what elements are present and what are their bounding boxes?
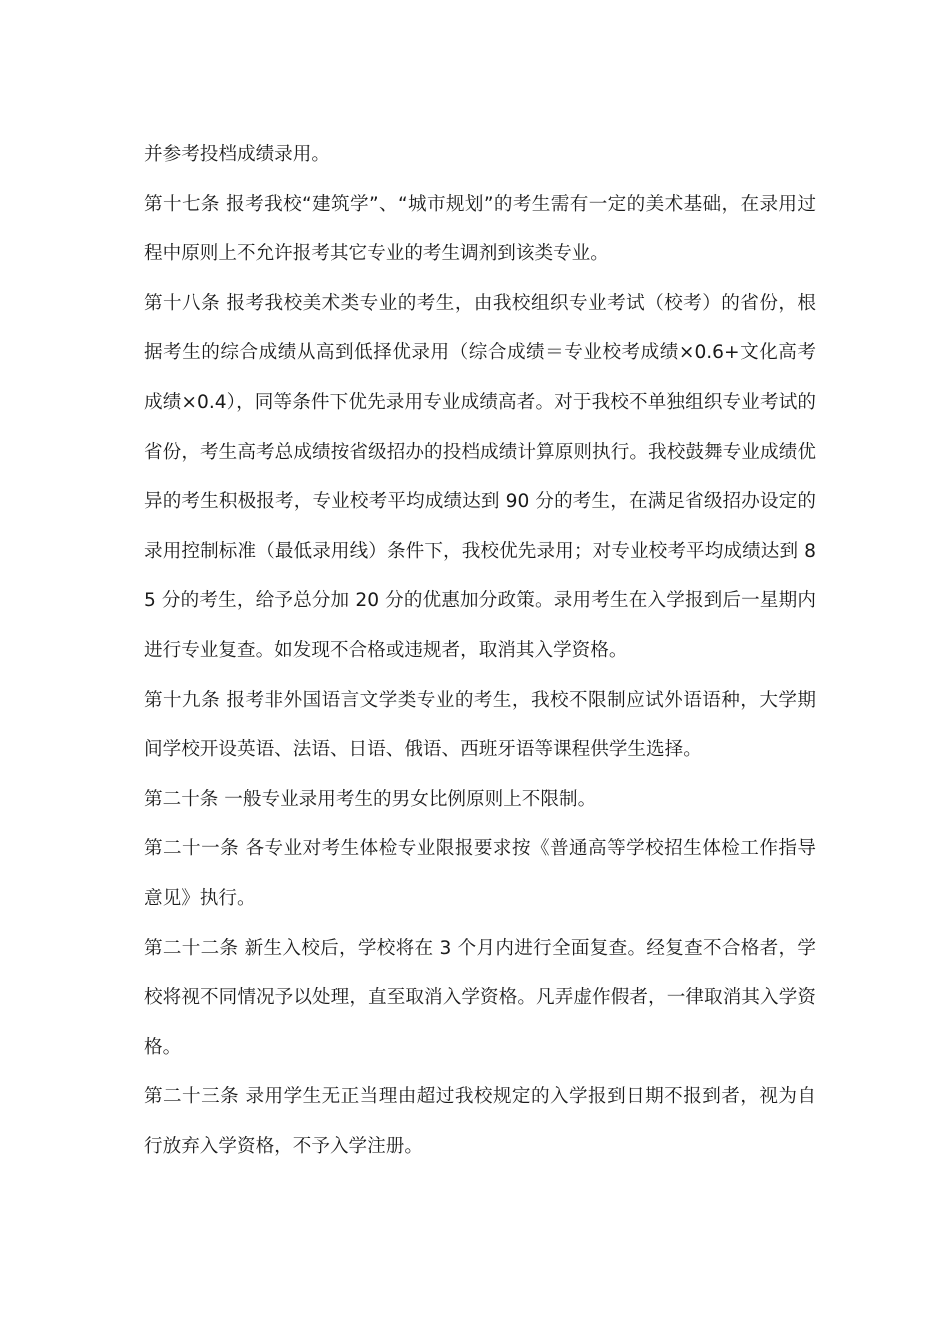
paragraph-article-20: 第二十条 一般专业录用考生的男女比例原则上不限制。 <box>144 788 597 810</box>
paragraph-article-22: 第二十二条 新生入校后，学校将在 3 个月内进行全面复查。经复查不合格者，学校将视不同情况予以处理，直至取消入学资格。凡弄虚作假者，一律取消其入学资格。 <box>144 937 816 1058</box>
paragraph-article-19: 第十九条 报考非外国语言文学类专业的考生，我校不限制应试外语语种，大学期间学校开设英语、法语、日语、俄语、西班牙语等课程供学生选择。 <box>144 689 816 761</box>
document-body <box>144 130 816 1171</box>
paragraph-article-18: 第十八条 报考我校美术类专业的考生，由我校组织专业考试（校考）的省份，根据考生的综合成绩从高到低择优录用（综合成绩＝专业校考成绩×0.6+文化高考成绩×0.4），同等条件下优先录用专业成绩高者。对于我校不单独组织专业考试的省份，考生高考总成绩按省级招办的投档成绩计算原则执行。我校鼓舞专业成绩优异的考生积极报考，专业校考平均成绩达到 90 分的考生，在满足省级招办设定的录用控制标准（最低录用线）条件下，我校优先录用；对专业校考平均成绩达到 85 分的考生，给予总分加 20 分的优惠加分政策。录用考生在入学报到后一星期内进行专业复查。如发现不合格或违规者，取消其入学资格。 <box>144 292 816 661</box>
paragraph-article-23: 第二十三条 录用学生无正当理由超过我校规定的入学报到日期不报到者，视为自行放弃入学资格，不予入学注册。 <box>144 1086 816 1157</box>
paragraph-continuation: 并参考投档成绩录用。 <box>144 144 330 165</box>
paragraph-article-17: 第十七条 报考我校“建筑学”、“城市规划”的考生需有一定的美术基础，在录用过程中原则上不允许报考其它专业的考生调剂到该类专业。 <box>144 193 816 265</box>
paragraph-article-21: 第二十一条 各专业对考生体检专业限报要求按《普通高等学校招生体检工作指导意见》执行。 <box>144 838 816 909</box>
